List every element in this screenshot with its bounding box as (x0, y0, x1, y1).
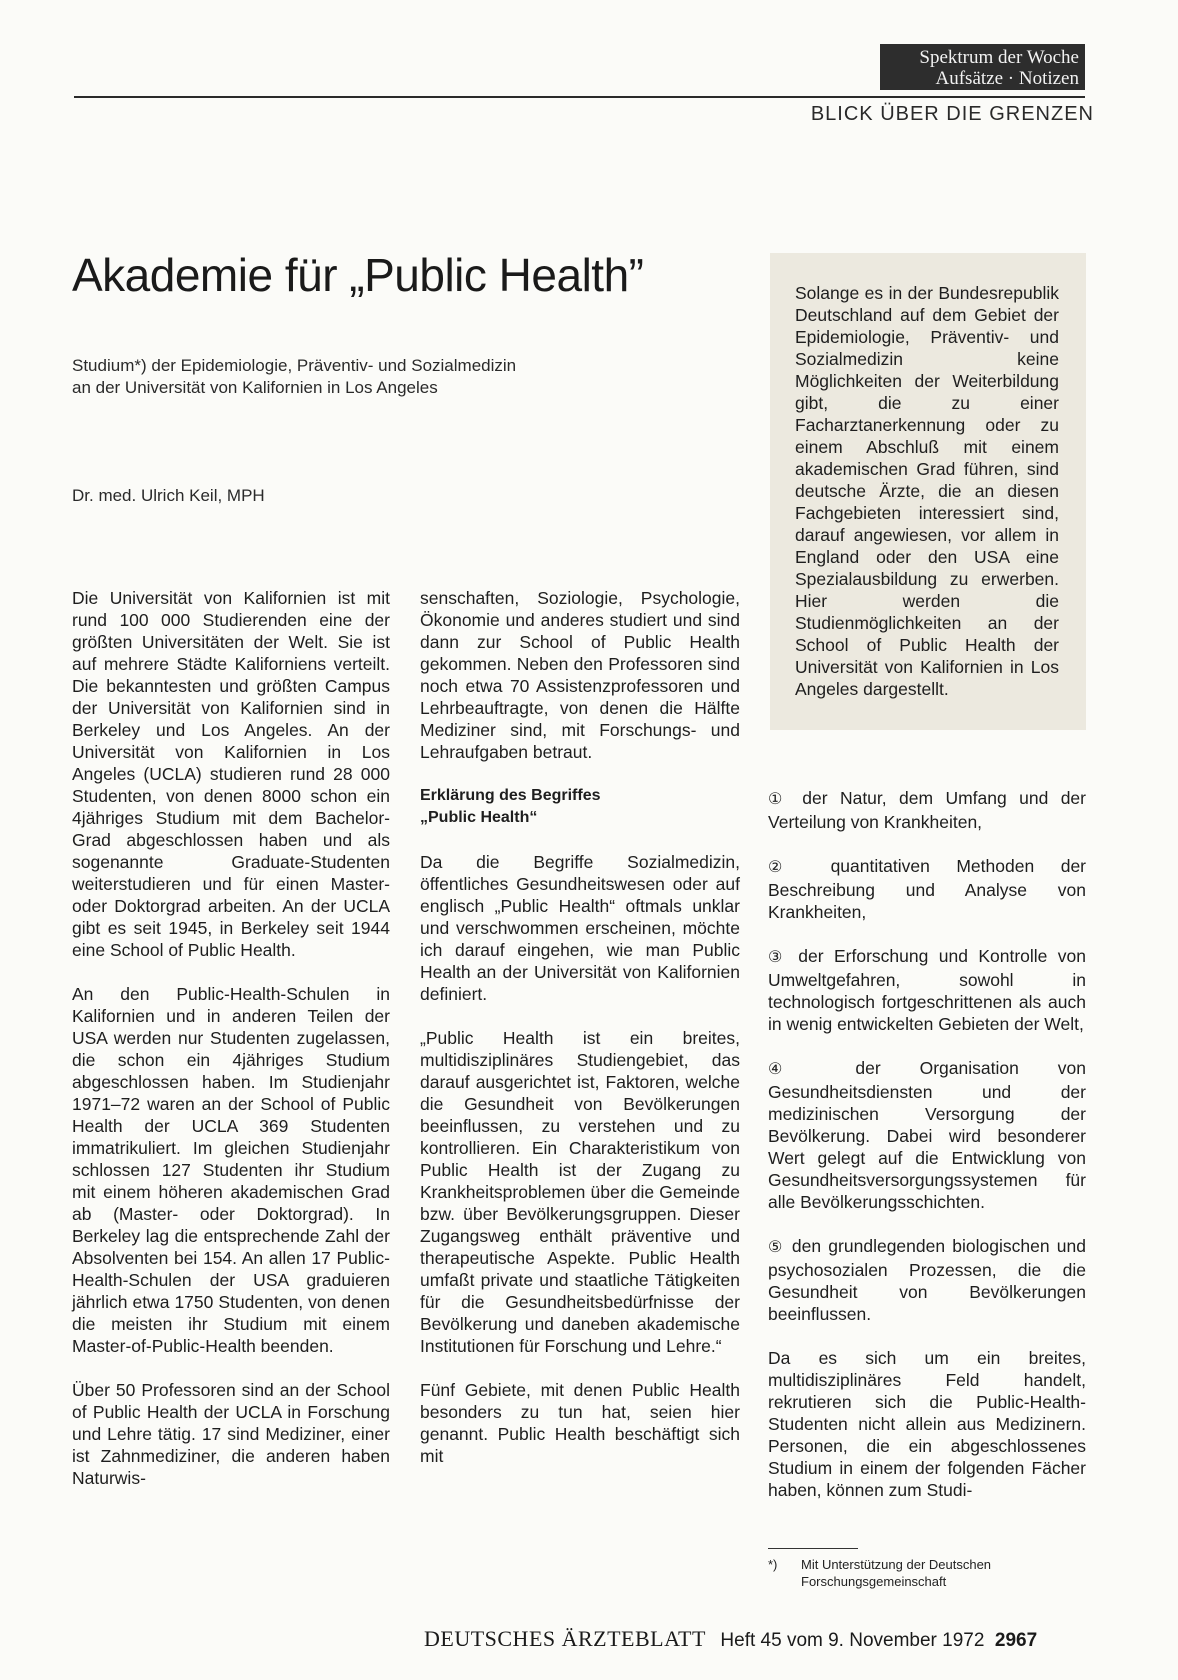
item-number: ① (768, 791, 790, 808)
list-item (768, 787, 1086, 833)
paragraph: Da es sich um ein breites, multidisziplinäres Feld handelt, rekrutieren sich die Public-Health-Studenten nicht allein aus Medizinern. Personen, die ein abgeschlossenes Studium in einem der folgenden Fächer haben, können zum Studi- (768, 1348, 1086, 1500)
paragraph: Da die Begriffe Sozialmedizin, öffentliches Gesundheitswesen oder auf englisch „Public Health“ oftmals unklar und verschwommen erscheinen, möchte ich darauf eingehen, wie man Public Health an der Universität von Kalifornien definiert. (420, 852, 740, 1004)
section-heading-line2: „Public Health“ (420, 809, 538, 826)
item-text: quantitativen Methoden der Beschreibung und Analyse von Krankheiten, (768, 856, 1086, 922)
page-footer (424, 1626, 1037, 1652)
paragraph: Fünf Gebiete, mit denen Public Health besonders zu tun hat, seien hier genannt. Public Health beschäftigt sich mit (420, 1380, 740, 1466)
list-item (768, 1235, 1086, 1325)
paragraph: Die Universität von Kalifornien ist mit rund 100 000 Studierenden eine der größten Universitäten der Welt. Sie ist auf mehrere Städte Kaliforniens verteilt. Die bekanntesten und größten Campus der Universität von Kalifornien sind in Berkeley und Los Angeles. An der Universität von Kalifornien in Los Angeles (UCLA) studieren rund 28 000 Studenten, von denen 8000 schon ein 4jähriges Studium mit dem Bachelor-Grad abgeschlossen haben und als sogenannte Graduate-Studenten weiterstudieren und für einen Master- oder Doktorgrad arbeiten. An der UCLA gibt es seit 1945, in Berkeley seit 1944 eine School of Public Health. (72, 588, 390, 960)
section-heading (420, 785, 740, 829)
quote-paragraph: „Public Health ist ein breites, multidisziplinäres Studiengebiet, das darauf ausgerichtet ist, Faktoren, welche die Gesundheit von Bevölkerungen beeinflussen, zu verstehen und zu kontrollieren. Ein Charakteristikum von Public Health ist der Zugang zu Krankheitsproblemen über die Gemeinde bzw. über Bevölkerungsgruppen. Dieser Zugangsweg enthält präventive und therapeutische Aspekte. Public Health umfaßt private und staatliche Tätigkeiten für die Gesundheitsbedürfnisse der Bevölkerung und daneben akademische Institutionen für Forschung und Lehre.“ (420, 1028, 740, 1356)
list-item (768, 855, 1086, 923)
issue-info: Heft 45 vom 9. November 1972 (720, 1630, 985, 1651)
intro-text: Solange es in der Bundesrepublik Deutschland auf dem Gebiet der Epidemiologie, Präventiv- und Sozialmedizin keine Möglichkeiten der Weiterbildung gibt, die zu einer Facharztanerkennung oder zu einem Abschluß mit einem akademischen Grad führen, sind deutsche Ärzte, die an diesen Fachgebieten interessiert sind, darauf angewiesen, vor allem in England oder den USA eine Spezialausbildung zu erwerben. Hier werden die Studienmöglichkeiten an der School of Public Health der Universität von Kalifornien in Los Angeles dargestellt. (795, 283, 1059, 699)
list-item (768, 945, 1086, 1035)
footnote-text: Mit Unterstützung der Deutschen Forschungsgemeinschaft (801, 1557, 992, 1589)
item-text: den grundlegenden biologischen und psychosozialen Prozessen, die die Gesundheit von Bevölkerungen beeinflussen. (768, 1236, 1086, 1324)
section-heading-line1: Erklärung des Begriffes (420, 787, 601, 804)
journal-name: DEUTSCHES ÄRZTEBLATT (424, 1626, 706, 1651)
footnote-rule (768, 1548, 858, 1549)
subtitle-line2: an der Universität von Kalifornien in Los Angeles (72, 378, 438, 397)
top-rule (74, 96, 1085, 98)
column-3 (768, 787, 1086, 1523)
section-label: BLICK ÜBER DIE GRENZEN (810, 103, 1094, 125)
item-number: ④ (768, 1061, 817, 1078)
column-2 (420, 587, 740, 1489)
item-number: ② (768, 859, 805, 876)
item-number: ⑤ (768, 1239, 785, 1256)
paragraph: senschaften, Soziologie, Psychologie, Ökonomie und anderes studiert und sind dann zur School of Public Health gekommen. Neben den Professoren sind noch etwa 70 Assistenzprofessoren und Lehrbeauftragte, von denen die Hälfte Mediziner sind, mit Forschungs- und Lehraufgaben betraut. (420, 588, 740, 762)
header-box-line2: Aufsätze · Notizen (935, 68, 1079, 89)
page-number: 2967 (994, 1630, 1038, 1651)
paragraph: An den Public-Health-Schulen in Kalifornien und in anderen Teilen der USA werden nur Studenten zugelassen, die schon ein 4jähriges Studium abgeschlossen haben. Im Studienjahr 1971–72 waren an der School of Public Health der UCLA 369 Studenten immatrikuliert. Im gleichen Studienjahr schlossen 127 Studenten ihr Studium mit einem höheren akademischen Grad ab (Master- oder Doktorgrad). In Berkeley lag die entsprechende Zahl der Absolventen bei 154. An allen 17 Public-Health-Schulen der USA graduieren jährlich etwa 1750 Studenten, von denen die meisten ihr Studium mit einem Master-of-Public-Health beenden. (72, 984, 390, 1356)
item-text: der Organisation von Gesundheitsdiensten und der medizinischen Versorgung der Bevölkerung. Dabei wird besonderer Wert gelegt auf die Entwicklung von Gesundheitsversorgungssystemen für alle Bevölkerungsschichten. (768, 1058, 1086, 1212)
footnote (768, 1556, 1086, 1590)
item-text: der Natur, dem Umfang und der Verteilung von Krankheiten, (768, 788, 1086, 832)
item-number: ③ (768, 949, 788, 966)
list-item (768, 1057, 1086, 1213)
section-header-box (880, 44, 1085, 90)
article-title: Akademie für „Public Health” (72, 249, 644, 301)
column-1 (72, 587, 390, 1511)
item-text: der Erforschung und Kontrolle von Umweltgefahren, sowohl in technologisch fortgeschrittenen als auch in wenig entwickelten Gebieten der Welt, (768, 946, 1087, 1034)
subtitle-line1: Studium*) der Epidemiologie, Präventiv- und Sozialmedizin (72, 356, 517, 375)
header-box-line1: Spektrum der Woche (919, 47, 1079, 68)
footnote-mark: *) (768, 1557, 778, 1572)
article-author: Dr. med. Ulrich Keil, MPH (72, 486, 265, 505)
paragraph: Über 50 Professoren sind an der School of Public Health der UCLA in Forschung und Lehre tätig. 17 sind Mediziner, einer ist Zahnmediziner, die anderen haben Naturwis- (72, 1380, 390, 1488)
article-subtitle (72, 355, 672, 399)
